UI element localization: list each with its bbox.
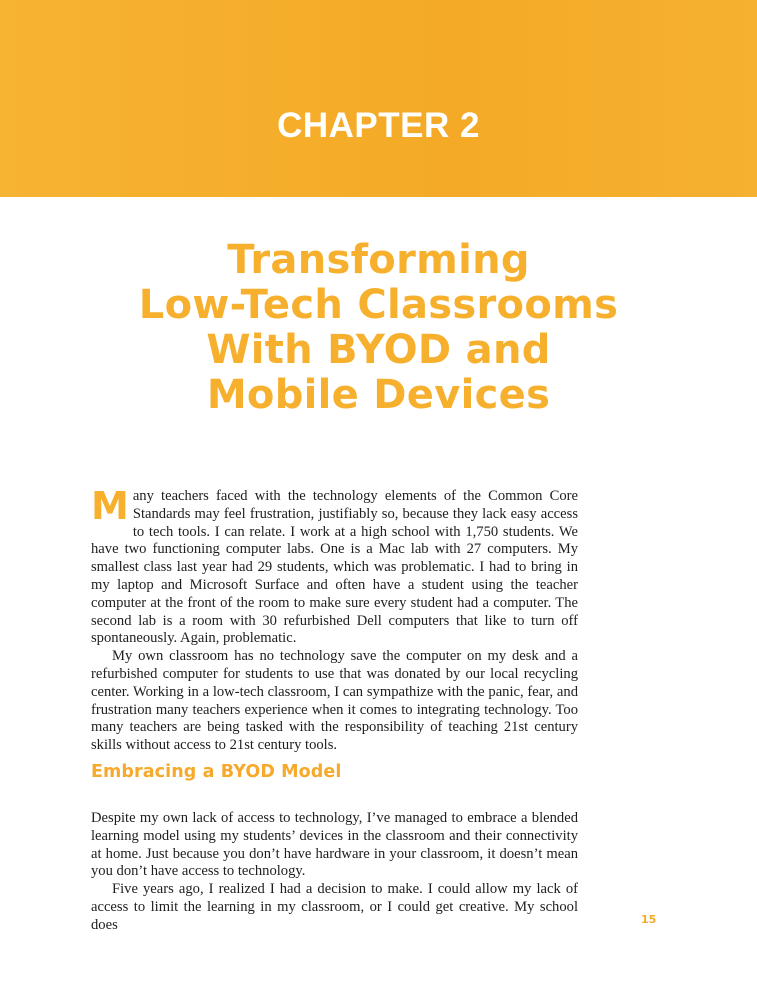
- intro-paragraph: My own classroom has no technology save the computer on my desk and a refurbished computer for students to use that was donated by our local recycling center. Working in a low-tech classroom, I can sympathize with the panic, fear, and frustration many teachers experience when it comes to integrating technology. Too many teachers are being tasked with the responsibility of teaching 21st century skills without access to 21st century tools.: [91, 648, 578, 754]
- intro-paragraph: [91, 484, 578, 648]
- page-number: 15: [641, 913, 657, 926]
- chapter-header-band: [0, 0, 757, 197]
- intro-paragraph-text: any teachers faced with the technology elements of the Common Core Standards may feel frustration, justifiably so, because they lack easy access to tech tools. I can relate. I work at a high school with 1,750 students. We have two functioning computer labs. One is a Mac lab with 27 computers. My smallest class last year had 29 students, which was problematic. I had to bring in my laptop and Microsoft Surface and often have a student using the teacher computer at the front of the room to make sure every student had a computer. The second lab is a room with 30 refurbished Dell computers that like to turn off spontaneously. Again, problematic.: [91, 488, 578, 647]
- chapter-title-line: Transforming: [227, 237, 530, 283]
- section-paragraph: Despite my own lack of access to technology, I’ve managed to embrace a blended learning model using my students’ devices in the classroom and their connectivity at home. Just because you don’t have hardware in your classroom, it doesn’t mean you don’t have access to technology.: [91, 810, 578, 880]
- section-text: [91, 810, 578, 935]
- chapter-label: CHAPTER 2: [277, 106, 480, 145]
- drop-cap: M: [91, 484, 129, 528]
- section-paragraph: Five years ago, I realized I had a decision to make. I could allow my lack of access to limit the learning in my classroom, or I could get creative. My school does: [91, 881, 578, 933]
- chapter-title-line: Low-Tech Classrooms: [138, 282, 619, 328]
- chapter-title-line: Mobile Devices: [206, 372, 551, 418]
- chapter-title-line: With BYOD and: [206, 327, 551, 373]
- chapter-title: [0, 238, 757, 418]
- section-heading: Embracing a BYOD Model: [91, 762, 342, 782]
- intro-text: [91, 484, 578, 755]
